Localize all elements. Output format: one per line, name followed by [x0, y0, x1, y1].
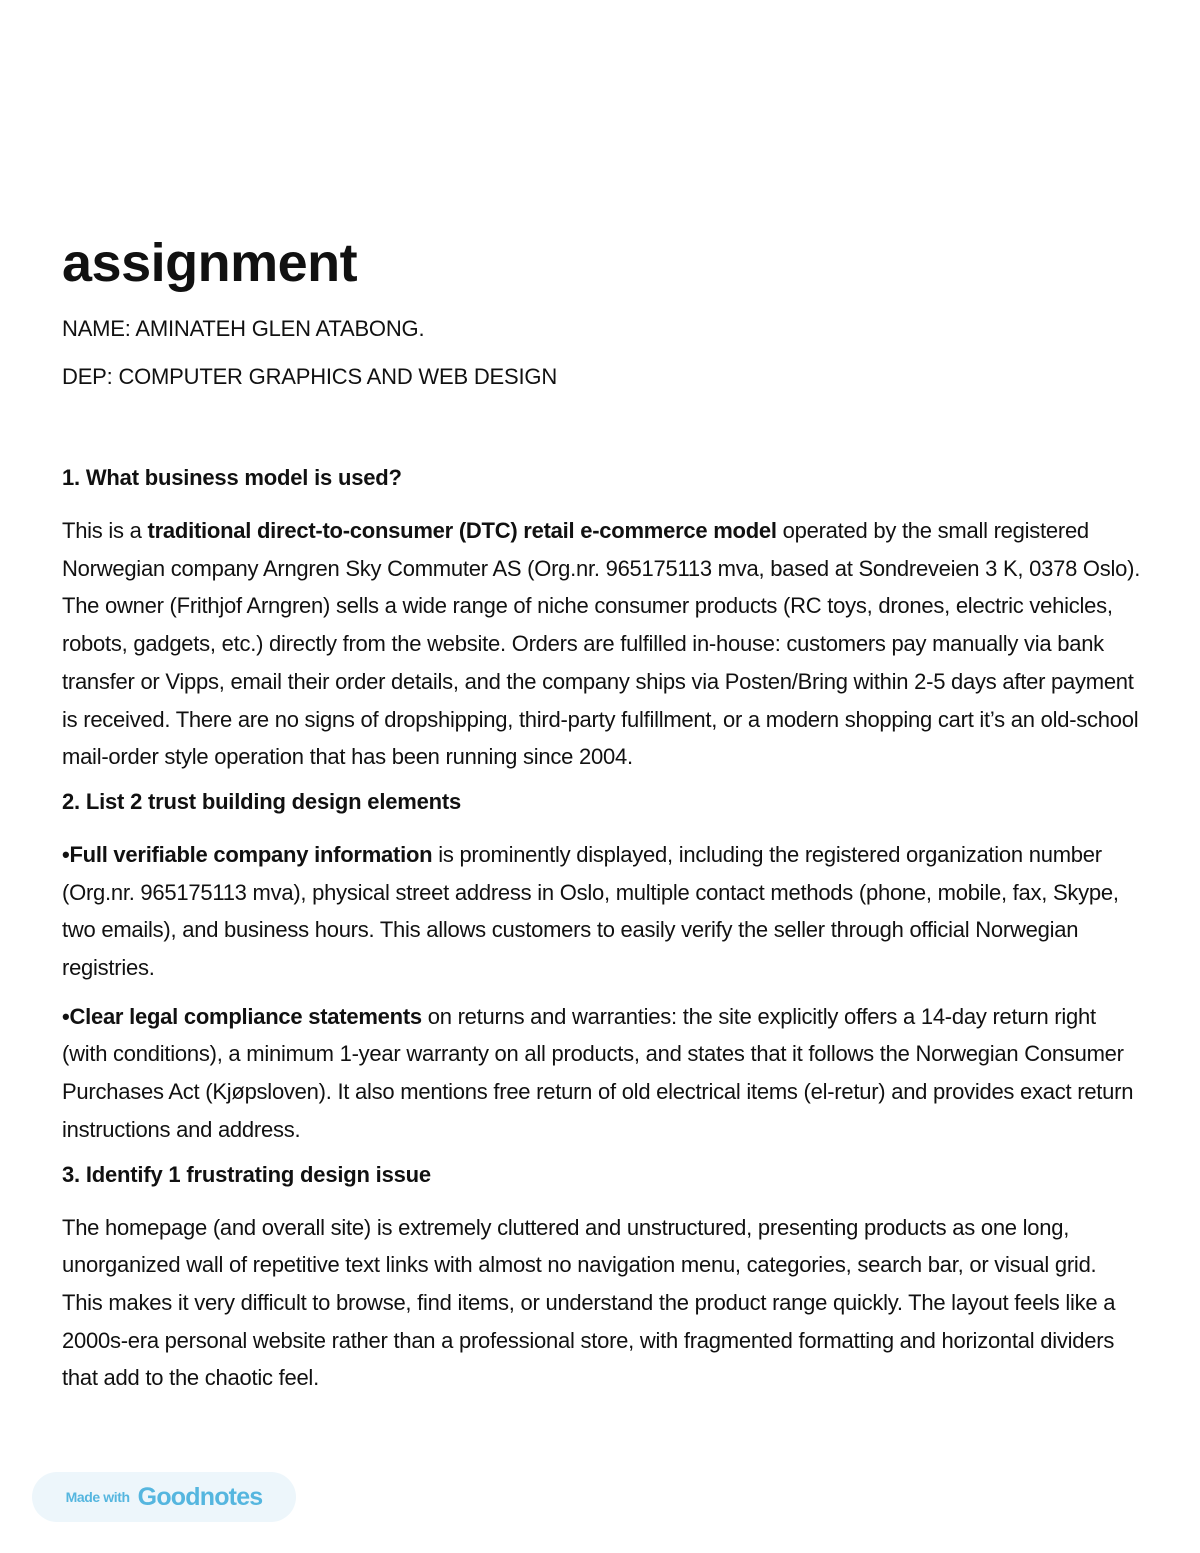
section-heading: 3. Identify 1 frustrating design issue: [62, 1161, 431, 1187]
document-title: assignment: [62, 233, 358, 293]
document-page: [62, 228, 1142, 1408]
department-line: DEP: COMPUTER GRAPHICS AND WEB DESIGN: [62, 364, 558, 389]
paragraph: [62, 1209, 1142, 1398]
paragraph: [62, 512, 1142, 776]
watermark-made-with: Made with: [65, 1489, 130, 1505]
section-heading: 1. What business model is used?: [62, 465, 402, 490]
section-heading: 2. List 2 trust building design elements: [62, 788, 462, 814]
paragraph-lead: This is a: [62, 518, 148, 543]
paragraph-body: The homepage (and overall site) is extremely cluttered and unstructured, presenting products as one long, unorganized wall of repetitive text links with almost no navigation menu, categories, search bar, or visual grid. This makes it very difficult to browse, find items, or understand the product range quickly. The layout feels like a 2000s-era personal website rather than a professional store, with fragmented formatting and horizontal dividers that add to the chaotic feel.: [62, 1214, 1116, 1391]
paragraph-emphasis: Full verifiable company information: [69, 841, 433, 867]
bullet-paragraph: [62, 998, 1142, 1149]
watermark-brand: Goodnotes: [137, 1482, 263, 1511]
paragraph-body: on returns and warranties: the site explicitly offers a 14-day return right (with conditions), a minimum 1-year warranty on all products, and states that it follows the Norwegian Consumer Purchases Act (Kjøpsloven). It also mentions free return of old electrical items (el-retur) and provides exact return instructions and address.: [62, 1003, 1134, 1142]
paragraph-emphasis: traditional direct-to-consumer (DTC) retail e-commerce model: [147, 518, 777, 543]
section-business-model: [62, 463, 1142, 776]
bullet-icon: •: [62, 841, 70, 867]
paragraph-emphasis: Clear legal compliance statements: [69, 1003, 422, 1029]
section-design-issue: [62, 1160, 1142, 1398]
bullet-icon: •: [62, 1003, 70, 1029]
goodnotes-watermark: [32, 1472, 296, 1522]
paragraph-body: is prominently displayed, including the registered organization number (Org.nr. 965175113 mva), physical street address in Oslo, multiple contact methods (phone, mobile, fax, Skype, two emails), and business hours. This allows customers to easily verify the seller through official Norwegian registries.: [62, 841, 1119, 981]
paragraph-body: operated by the small registered Norwegian company Arngren Sky Commuter AS (Org.nr. 965175113 mva, based at Sondreveien 3 K, 0378 Oslo). The owner (Frithjof Arngren) sells a wide range of niche consumer products (RC toys, drones, electric vehicles, robots, gadgets, etc.) directly from the website. Orders are fulfilled in-house: customers pay manually via bank transfer or Vipps, email their order details, and the company ships via Posten/Bring within 2-5 days after payment is received. There are no signs of dropshipping, third-party fulfillment, or a modern shopping cart it’s an old-school mail-order style operation that has been running since 2004.: [62, 518, 1141, 770]
section-trust-elements: [62, 787, 1142, 1149]
bullet-paragraph: [62, 836, 1142, 987]
student-name: NAME: AMINATEH GLEN ATABONG.: [62, 316, 425, 341]
